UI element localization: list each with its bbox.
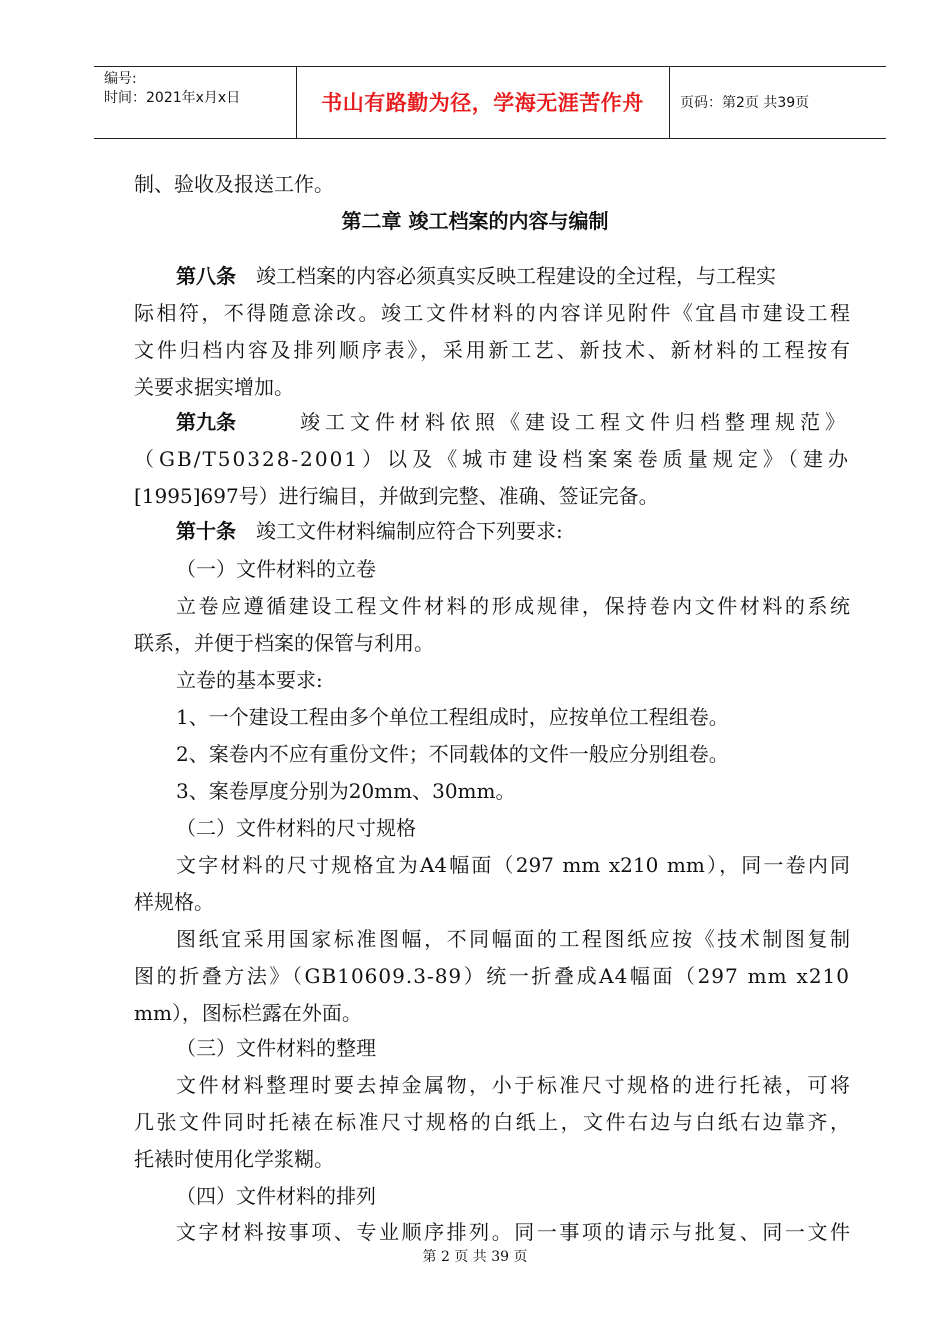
chapter-title: 第二章 竣工档案的内容与编制 [341, 209, 609, 233]
header-meta [104, 70, 240, 108]
header-bottom-rule [94, 138, 886, 139]
header-page-label: 页码：第2页 共39页 [680, 95, 810, 111]
section-2-para-2-line-1: 图纸宜采用国家标准图幅，不同幅面的工程图纸应按《技术制图复制 [176, 927, 850, 951]
article-8-title: 第八条 [176, 264, 236, 288]
section-3-para-line-3: 托裱时使用化学浆糊。 [134, 1147, 334, 1171]
section-2-title: （二）文件材料的尺寸规格 [176, 816, 416, 840]
article-10-text-1: 竣工文件材料编制应符合下列要求: [256, 519, 563, 543]
section-1-para-line-2: 联系，并便于档案的保管与利用。 [134, 631, 434, 655]
section-3-para-line-2: 几张文件同时托裱在标准尺寸规格的白纸上，文件右边与白纸右边靠齐， [134, 1110, 850, 1134]
article-10-line-1 [176, 515, 850, 544]
article-9-line-1 [176, 406, 850, 435]
section-1-item-2: 2、案卷内不应有重份文件；不同载体的文件一般应分别组卷。 [176, 742, 729, 766]
document-time-label: 时间：2021年x月x日 [104, 90, 241, 106]
document-number-label: 编号: [104, 71, 137, 87]
article-8-line-4: 关要求据实增加。 [134, 375, 294, 399]
section-2-para-1-line-1: 文字材料的尺寸规格宜为A4幅面（297 mm x210 mm），同一卷内同 [176, 853, 850, 877]
article-9-text-1: 竣工文件材料依照《建设工程文件归档整理规范》 [300, 410, 850, 434]
article-8-text-1: 竣工档案的内容必须真实反映工程建设的全过程，与工程实 [256, 264, 776, 288]
section-1-title: （一）文件材料的立卷 [176, 557, 376, 581]
section-1-item-1: 1、一个建设工程由多个单位工程组成时，应按单位工程组卷。 [176, 705, 729, 729]
section-1-requirements-label: 立卷的基本要求: [176, 668, 323, 692]
section-2-para-2-line-2: 图的折叠方法》（GB10609.3-89）统一折叠成A4幅面（297 mm x210 [134, 964, 850, 988]
section-2-para-1-line-2: 样规格。 [134, 890, 214, 914]
paragraph-continuation: 制、验收及报送工作。 [134, 172, 334, 196]
article-8-line-3: 文件归档内容及排列顺序表》，采用新工艺、新技术、新材料的工程按有 [134, 338, 850, 362]
article-8-line-2: 际相符，不得随意涂改。竣工文件材料的内容详见附件《宜昌市建设工程 [134, 301, 850, 325]
section-1-item-3: 3、案卷厚度分别为20mm、30mm。 [176, 779, 516, 803]
header-divider-right [669, 66, 670, 138]
article-9-line-3: [1995]697号）进行编目，并做到完整、准确、签证完备。 [134, 484, 659, 508]
section-4-para-line-1: 文字材料按事项、专业顺序排列。同一事项的请示与批复、同一文件 [176, 1220, 850, 1244]
article-10-title: 第十条 [176, 519, 236, 543]
article-9-line-2: （GB/T50328-2001）以及《城市建设档案案卷质量规定》（建办 [134, 447, 850, 471]
section-4-title: （四）文件材料的排列 [176, 1184, 376, 1208]
article-8-line-1 [176, 260, 850, 289]
section-3-para-line-1: 文件材料整理时要去掉金属物，小于标准尺寸规格的进行托裱，可将 [176, 1073, 850, 1097]
page-footer: 第 2 页 共 39 页 [422, 1249, 528, 1265]
article-9-title: 第九条 [176, 410, 236, 434]
section-3-title: （三）文件材料的整理 [176, 1036, 376, 1060]
header-motto: 书山有路勤为径，学海无涯苦作舟 [321, 91, 644, 115]
section-2-para-2-line-3: mm），图标栏露在外面。 [134, 1001, 362, 1025]
section-1-para-line-1: 立卷应遵循建设工程文件材料的形成规律，保持卷内文件材料的系统 [176, 594, 850, 618]
